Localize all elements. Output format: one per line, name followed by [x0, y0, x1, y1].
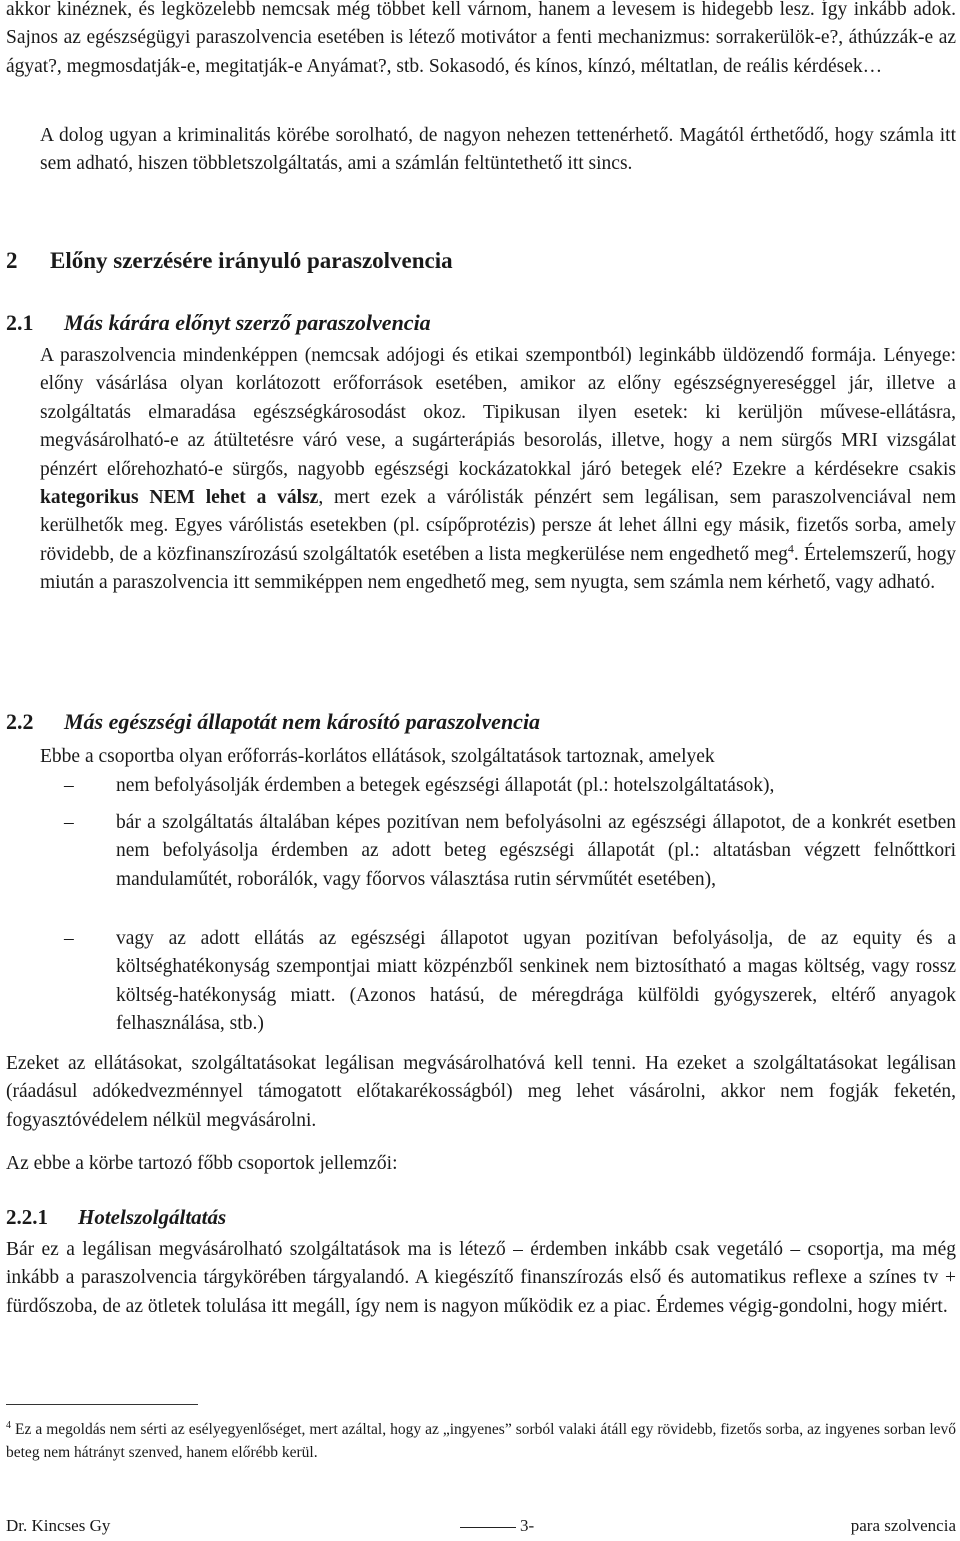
- dash-bullet-icon: –: [64, 775, 74, 796]
- footnote: [6, 1418, 956, 1464]
- dash-bullet-icon: –: [64, 928, 74, 949]
- section-2-1-text-a: A paraszolvencia mindenképpen (nemcsak adójogi és etikai szempontból) leginkább üldözendő formája. Lényege: előny vásárlása olyan korlátozott erőforrások esetében, amikor az előny egészségnyereséggel jár, illetve a szolgáltatás elmaradása egészségkárosodást okoz. Tipikusan ilyen esetek: ki kerüljön művese-ellátásra, megvásárolható-e az átültetésre váró vese, a sugárterápiás besorolás, illetve, hogy a nem sürgős MRI vizsgálat pénzért előrehozható-e sürgős, nagyobb egészségi kockázatokkal járó betegek elé? Ezekre a kérdésekre csakis: [40, 345, 956, 480]
- page-number-text: 3-: [520, 1516, 535, 1535]
- section-2-1-paragraph: [40, 342, 956, 598]
- list-item-text: bár a szolgáltatás általában képes pozitívan nem befolyásolni az egészségi állapotot, de a konkrét esetben nem befolyásolja érdemben az adott beteg egészségi állapotát (pl.: altatásban végzett felnőttkori mandulaműtét, roborálók, vagy főorvos választása rutin sérvműtét esetében),: [116, 812, 956, 890]
- list-item-text: vagy az adott ellátás az egészségi állapotot ugyan pozitívan befolyásolja, de az equity és a költséghatékonyság szempontjai miatt közpénzből senkinek nem biztosítható a magas költség, vagy rossz költség-hatékonyság miatt. (Azonos hatású, de méregdrága külföldi gyógyszerek, eltérő anyagok felhasználása, stb.): [116, 928, 956, 1035]
- section-2-2-heading: [6, 707, 540, 737]
- footnote-number: 4: [6, 1419, 11, 1431]
- footnote-text: Ez a megoldás nem sérti az esélyegyenlőséget, mert azáltal, hogy az „ingyenes” sorból valaki átáll egy rövidebb, fizetős sorba, az ingyenes sorban levő beteg nem hátrányt szenved, hanem előrébb kerül.: [6, 1421, 956, 1461]
- section-2-1-heading: [6, 308, 431, 338]
- footer-author: Dr. Kincses Gy: [6, 1516, 111, 1535]
- footer-page-number: [460, 1513, 534, 1539]
- section-2-2-1-paragraph: Bár ez a legálisan megvásárolható szolgáltatások ma is létező – érdemben inkább csak vegetáló – csoportja, ma még inkább a paraszolvencia tárgykörében tárgyalandó. A kiegészítő finanszírozás első és automatikus reflexe a színes tv + fürdőszoba, de az ötletek tolulása itt megáll, így nem is nagyon működik ez a piac. Érdemes végig-gondolni, hogy miért.: [6, 1239, 956, 1317]
- intro-paragraph-1: akkor kinéznek, és legközelebb nemcsak még többet kell várnom, hanem a levesem is hidegebb lesz. Így inkább adok. Sajnos az egészségügyi paraszolvencia esetében is létező motivátor a fenti mechanizmus: sorrakerülök-e?, áthúzzák-e az ágyat?, megmosdatják-e, megitatják-e Anyámat?, stb. Sokasodó, és kínos, kínzó, méltatlan, de reális kérdések…: [6, 0, 956, 77]
- section-2-2-1-heading: [6, 1202, 226, 1232]
- section-2-1-number: 2.1: [6, 310, 34, 335]
- section-2-2-title: Más egészségi állapotát nem károsító paraszolvencia: [64, 709, 541, 734]
- section-2-2-1-title: Hotelszolgáltatás: [78, 1205, 227, 1229]
- section-2-1-text-c: . Értelemszerű, hogy miután a paraszolvencia itt semmiképpen nem engedhető meg, sem nyugta, sem számla nem kérhető, vagy adható.: [40, 543, 956, 594]
- section-2-2-number: 2.2: [6, 709, 34, 734]
- section-2-1-bold-text: kategorikus NEM lehet a válsz: [40, 487, 319, 509]
- section-2-2-paragraph-after: Ezeket az ellátásokat, szolgáltatásokat legálisan megvásárolhatóvá kell tenni. Ha ezeket a szolgáltatásokat legálisan (ráadásul adókedvezménnyel támogatott előtakarékosságból) meg lehet vásárolni, akkor nem fogják feketén, fogyasztóvédelem nélkül megvásárolni.: [6, 1053, 956, 1131]
- section-2-2-lead: Ebbe a csoportba olyan erőforrás-korlátos ellátások, szolgáltatások tartoznak, amelyek: [40, 746, 715, 767]
- dash-bullet-icon: –: [64, 812, 74, 833]
- footnote-reference[interactable]: 4: [787, 541, 794, 556]
- section-2-2-groups-intro: Az ebbe a körbe tartozó főbb csoportok jellemzői:: [6, 1153, 398, 1174]
- page-number-rule: [460, 1527, 516, 1528]
- section-2-heading: [6, 246, 453, 276]
- intro-paragraph-2: A dolog ugyan a kriminalitás körébe sorolható, de nagyon nehezen tettenérhető. Magától érthetődő, hogy számla itt sem adható, hiszen többletszolgáltatás, ami a számlán feltüntethető itt sincs.: [40, 125, 956, 175]
- footnote-separator: [6, 1404, 198, 1405]
- section-2-title: Előny szerzésére irányuló paraszolvencia: [50, 248, 453, 273]
- list-item-text: nem befolyásolják érdemben a betegek egészségi állapotát (pl.: hotelszolgáltatások),: [116, 775, 775, 796]
- section-2-2-1-number: 2.2.1: [6, 1205, 48, 1229]
- page-footer: [6, 1513, 956, 1539]
- footer-topic: para szolvencia: [850, 1516, 956, 1535]
- section-2-1-title: Más kárára előnyt szerző paraszolvencia: [64, 310, 431, 335]
- section-2-number: 2: [6, 248, 18, 273]
- section-2-1-text-b: , mert ezek a várólisták pénzért sem legálisan, sem paraszolvenciával nem kerülhetők meg. Egyes várólistás esetekben (pl. csípőprotézis) persze át lehet állni egy másik, fizetős sorba, amely rövidebb, de a közfinanszírozású szolgáltatók esetében a lista megkerülése nem engedhető meg: [40, 487, 957, 565]
